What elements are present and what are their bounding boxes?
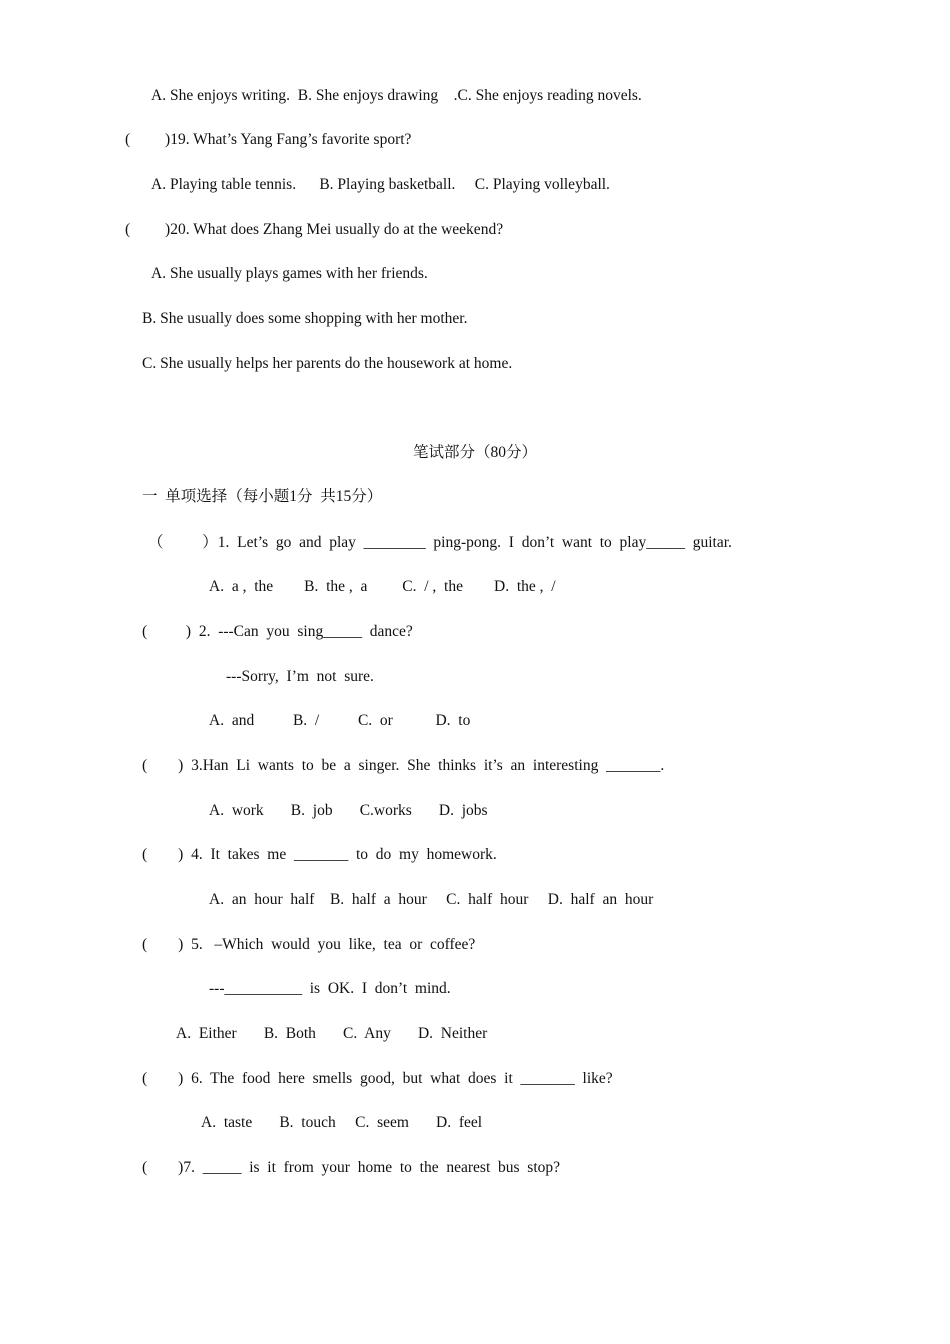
question-5-stem: ( ) 5. –Which would you like, tea or coffee? (142, 936, 476, 953)
q20-question: ( )20. What does Zhang Mei usually do at the weekend? (125, 221, 504, 238)
question-4-stem: ( ) 4. It takes me _______ to do my homework. (142, 846, 497, 863)
question-6-stem: ( ) 6. The food here smells good, but what does it _______ like? (142, 1070, 613, 1087)
question-5-reply: ---__________ is OK. I don’t mind. (209, 980, 451, 997)
question-4-options: A. an hour half B. half a hour C. half hour D. half an hour (209, 891, 654, 908)
q18-options: A. She enjoys writing. B. She enjoys drawing .C. She enjoys reading novels. (151, 87, 642, 104)
question-2-reply: ---Sorry, I’m not sure. (226, 668, 374, 685)
question-1-stem: （ ）1. Let’s go and play ________ ping-pong. I don’t want to play_____ guitar. (148, 534, 732, 551)
written-section-title: 笔试部分（80分） (412, 444, 537, 461)
question-3-options: A. work B. job C.works D. jobs (209, 802, 488, 819)
question-2-stem: ( ) 2. ---Can you sing_____ dance? (142, 623, 413, 640)
q20-option-b: B. She usually does some shopping with her mother. (142, 310, 468, 327)
question-2-options: A. and B. / C. or D. to (209, 712, 471, 729)
question-7-stem: ( )7. _____ is it from your home to the nearest bus stop? (142, 1159, 561, 1176)
question-1-options: A. a , the B. the , a C. / , the D. the , / (209, 578, 556, 595)
question-6-options: A. taste B. touch C. seem D. feel (201, 1114, 483, 1131)
q19-options: A. Playing table tennis. B. Playing basketball. C. Playing volleyball. (151, 176, 610, 193)
q20-option-a: A. She usually plays games with her friends. (151, 265, 428, 282)
question-5-options: A. Either B. Both C. Any D. Neither (176, 1025, 488, 1042)
section1-heading: 一 单项选择（每小题1分 共15分） (142, 488, 383, 505)
q19-question: ( )19. What’s Yang Fang’s favorite sport? (125, 131, 412, 148)
question-3-stem: ( ) 3.Han Li wants to be a singer. She thinks it’s an interesting _______. (142, 757, 665, 774)
q20-option-c: C. She usually helps her parents do the housework at home. (142, 355, 513, 372)
